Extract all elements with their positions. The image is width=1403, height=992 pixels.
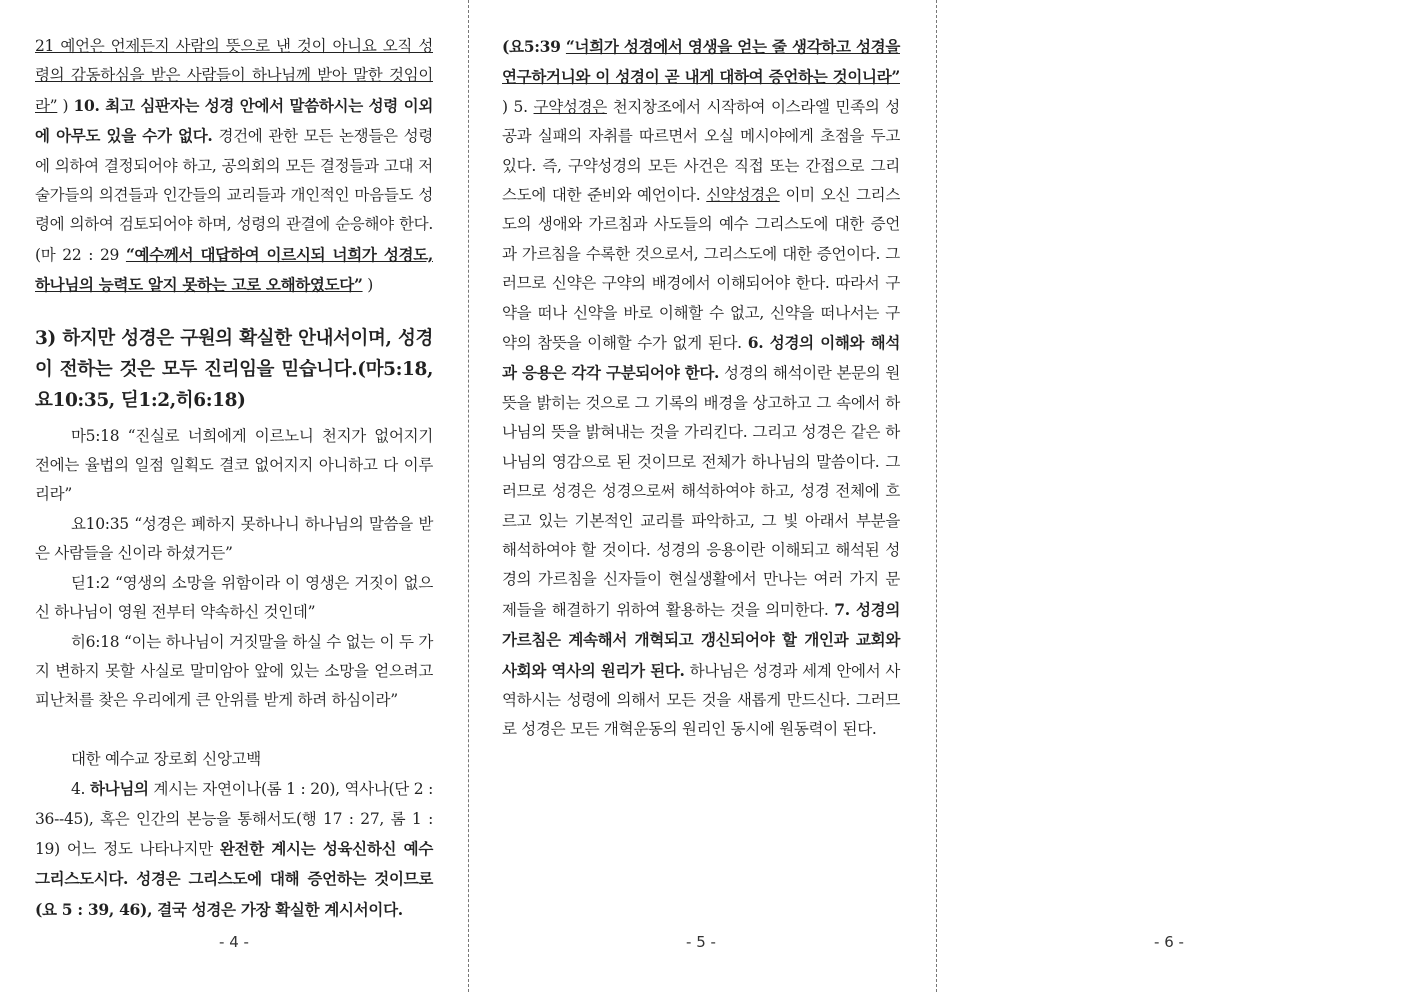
page-5-paragraph-1: (요5:39 “너희가 성경에서 영생을 얻는 줄 생각하고 성경을 연구하거니와 이 성경이 곧 내게 대하여 증언하는 것이니라” ) 5. 구약성경은 천지창조에서 시작하여 이스라엘 민족의 성공과 실패의 자취를 따르면서 오실 메시야에게 초점을 두고 있다. 즉, 구약성경의 모든 사건은 직접 또는 간접으로 그리스도에 대한 준비와 예언이다. 신약성경은 이미 오신 그리스도의 생애와 가르침과 사도들의 예수 그리스도에 대한 증언과 가르침을 수록한 것으로서, 그리스도에 대한 증언이다. 그러므로 신약은 구약의 배경에서 이해되어야 한다. 따라서 구약을 떠나 신약을 바로 이해할 수 없고, 신약을 떠나서는 구약의 참뜻을 이해할 수가 없게 된다. 6. 성경의 이해와 해석과 응용은 각각 구분되어야 한다. 성경의 해석이란 본문의 원뜻을 밝히는 것으로 그 기록의 배경을 상고하고 그 속에서 하나님의 뜻을 밝혀내는 것을 가리킨다. 그리고 성경은 같은 하나님의 영감으로 된 것이므로 전체가 하나님의 말씀이다. 그러므로 성경은 성경으로써 해석하여야 하고, 성경 전체에 흐르고 있는 기본적인 교리를 파악하고, 그 빛 아래서 부분을 해석하여야 할 것이다. 성경의 응용이란 이해되고 해석된 성경의 가르침을 신자들이 현실생활에서 만나는 여러 가지 문제들을 해결하기 위하여 활용하는 것을 의미한다. 7. 성경의 가르침은 계속해서 개혁되고 갱신되어야 할 개인과 교회와 사회와 역사의 원리가 된다. 하나님은 성경과 세계 안에서 사역하시는 성령에 의해서 모든 것을 새롭게 만드신다. 그러므로 성경은 모든 개혁운동의 원리인 동시에 원동력이 된다. bbox=[502, 37, 900, 739]
page-4-column bbox=[35, 32, 433, 925]
verse-titus-1-2: 딛1:2 “영생의 소망을 위함이라 이 영생은 거짓이 없으신 하나님이 영원 전부터 약속하신 것인데” bbox=[35, 573, 433, 622]
page-number-6: - 6 - bbox=[1154, 933, 1184, 951]
section-heading-3: 3) 하지만 성경은 구원의 확실한 안내서이며, 성경이 전하는 것은 모두 진리임을 믿습니다.(마5:18, 요10:35, 딛1:2,히6:18) bbox=[35, 327, 433, 411]
page-5-column bbox=[502, 32, 900, 745]
confession-title: 대한 예수교 장로회 신앙고백 bbox=[71, 749, 261, 768]
article-6-bold: 6. 성경의 이해와 해석과 응용은 각각 구분되어야 한다. bbox=[502, 333, 900, 383]
article-10-bold: 10. 최고 심판자는 성경 안에서 말씀하시는 성령 이외에 아무도 있을 수가 없다. bbox=[35, 95, 433, 146]
verse-john-10-35: 요10:35 “성경은 폐하지 못하나니 하나님의 말씀을 받은 사람들을 신이라 하셨거든” bbox=[35, 514, 433, 563]
confession-article-4: 4. 하나님의 계시는 자연이나(롬 1 : 20), 역사나(단 2 : 36--45), 혹은 인간의 본능을 통해서도(행 17 : 27, 롬 1 : 19) 어느 정도 나타나지만 완전한 계시는 성육신하신 예수 그리스도시다. 성경은 그리스도에 대해 증언하는 것이므로(요 5 : 39, 46), 결국 성경은 가장 확실한 계시서이다. bbox=[35, 779, 433, 919]
old-testament-term: 구약성경은 bbox=[533, 97, 607, 116]
page-number-5: - 5 - bbox=[686, 933, 716, 951]
page-number-4: - 4 - bbox=[219, 933, 249, 951]
page-divider-right bbox=[936, 0, 937, 992]
quote-2peter: 21 예언은 언제든지 사람의 뜻으로 낸 것이 아니요 오직 성령의 감동하심을 받은 사람들이 하나님께 받아 말한 것임이라” bbox=[35, 37, 433, 115]
verse-matthew-5-18: 마5:18 “진실로 너희에게 이르노니 천지가 없어지기 전에는 율법의 일점 일획도 결코 없어지지 아니하고 다 이루리라” bbox=[35, 426, 433, 504]
quote-john-5-39: “너희가 성경에서 영생을 얻는 줄 생각하고 성경을 연구하거니와 이 성경이 곧 내게 대하여 증언하는 것이니라” bbox=[502, 37, 900, 87]
article-7-bold: 7. 성경의 가르침은 계속해서 개혁되고 갱신되어야 할 개인과 교회와 사회와 역사의 원리가 된다. bbox=[502, 599, 900, 680]
verse-hebrews-6-18: 히6:18 “이는 하나님이 거짓말을 하실 수 없는 이 두 가지 변하지 못할 사실로 말미암아 앞에 있는 소망을 얻으려고 피난처를 찾은 우리에게 큰 안위를 받게 하려 하심이라” bbox=[35, 632, 433, 710]
page-divider-left bbox=[468, 0, 469, 992]
quote-matthew-22-29: “예수께서 대답하여 이르시되 너희가 성경도, 하나님의 능력도 알지 못하는 고로 오해하였도다” bbox=[35, 244, 433, 295]
page-4-paragraph-1: 21 예언은 언제든지 사람의 뜻으로 낸 것이 아니요 오직 성령의 감동하심을 받은 사람들이 하나님께 받아 말한 것임이라” ) 10. 최고 심판자는 성경 안에서 말씀하시는 성령 이외에 아무도 있을 수가 없다. 경건에 관한 모든 논쟁들은 성령에 의하여 결정되어야 하고, 공의회의 모든 결정들과 고대 저술가들의 의견들과 인간들의 교리들과 개인적인 마음들도 성령에 의하여 검토되어야 하며, 성령의 관결에 순응해야 한다.(마 22 : 29 “예수께서 대답하여 이르시되 너희가 성경도, 하나님의 능력도 알지 못하는 고로 오해하였도다” ) bbox=[35, 37, 433, 295]
new-testament-term: 신약성경은 bbox=[706, 186, 780, 205]
